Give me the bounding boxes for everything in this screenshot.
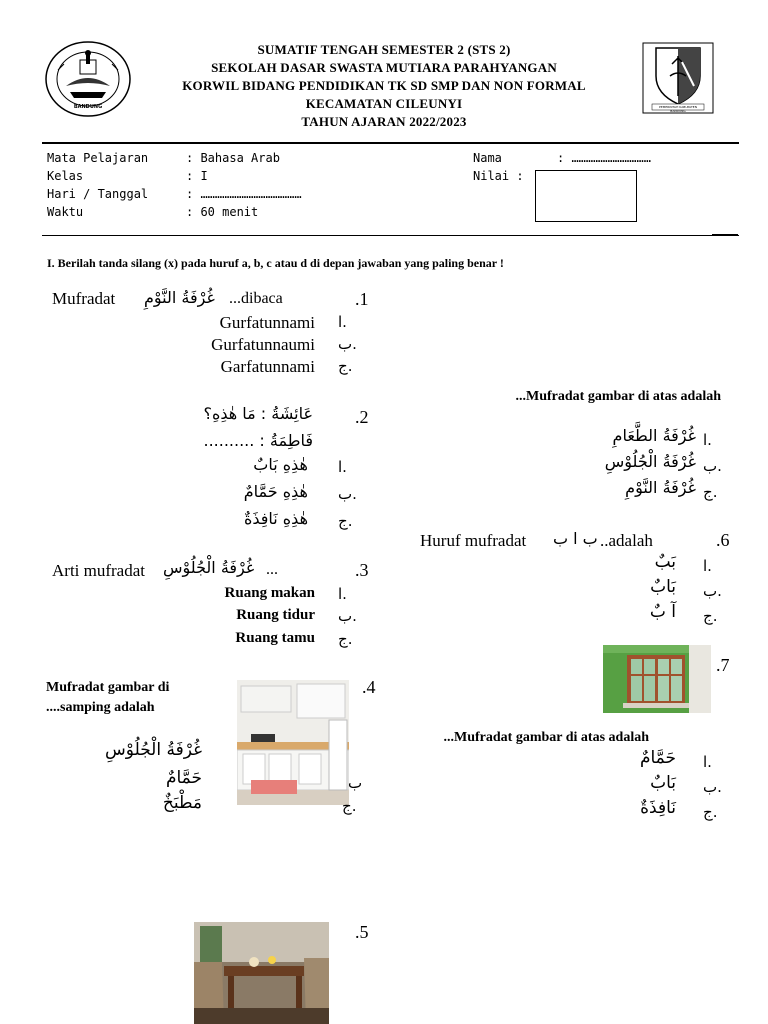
- q2-number: .2: [355, 407, 369, 427]
- q6-stem-arabic: ب ا ب: [553, 529, 598, 548]
- q5-number: .5: [355, 922, 369, 942]
- header-line-5: TAHUN AJARAN 2022/2023: [301, 114, 467, 129]
- q6-option-a-letter[interactable]: ا.: [703, 557, 712, 575]
- q5-stem: ...Mufradat gambar di atas adalah: [515, 389, 721, 404]
- header-line-2: SEKOLAH DASAR SWASTA MUTIARA PARAHYANGAN: [211, 60, 557, 75]
- q2-line-1: عَائِشَةُ : مَا هٰذِهِ؟: [203, 404, 313, 423]
- kitchen-image-icon: [237, 680, 349, 805]
- q6-option-c-text: آ بٌ: [649, 602, 676, 622]
- mapel-value: : Bahasa Arab: [186, 151, 280, 165]
- q6-stem-latin: Huruf mufradat: [420, 531, 527, 550]
- nama-field[interactable]: : ……………………………: [557, 151, 651, 165]
- q5-option-a-text: غُرْفَةُ الطَّعَامِ: [612, 426, 696, 445]
- q1-option-a-text: Gurfatunnami: [219, 313, 315, 332]
- info-divider: [42, 235, 739, 236]
- q2-option-a-letter[interactable]: ا.: [338, 458, 347, 476]
- waktu-value: : 60 menit: [186, 205, 259, 219]
- q4-option-a-text: غُرْفَةُ الْجُلُوْسِ: [105, 740, 202, 760]
- q4-option-b-text: حَمَّامٌ: [165, 768, 202, 788]
- q1-option-b-letter[interactable]: ب.: [338, 335, 357, 353]
- kitchen-photo: [237, 680, 349, 805]
- q2-option-b-text: هٰذِهِ حَمَّامٌ: [243, 482, 308, 501]
- q2-option-c-letter[interactable]: ج.: [338, 512, 353, 530]
- q1-option-c-text: Garfatunnami: [220, 357, 315, 376]
- dining-room-photo: [194, 922, 329, 1024]
- q4-number: .4: [362, 677, 376, 697]
- q5-option-c-text: غُرْفَةُ النَّوْمِ: [625, 478, 696, 497]
- q3-stem-tail: ...: [266, 561, 278, 578]
- q6-stem-tail: ..adalah: [600, 531, 653, 550]
- q3-number: .3: [355, 560, 369, 580]
- q2-line-2: فَاطِمَةُ : ..........: [203, 431, 313, 450]
- q5-option-b-text: غُرْفَةُ الْجُلُوْسِ: [604, 452, 696, 471]
- nilai-label: Nilai :: [473, 169, 524, 183]
- q4-option-c-letter[interactable]: ج.: [342, 797, 357, 815]
- q7-stem: ...Mufradat gambar di atas adalah: [443, 730, 649, 745]
- logo-bottom-text: BANDUNG: [73, 104, 103, 110]
- q1-option-b-text: Gurfatunnaumi: [211, 335, 315, 354]
- q7-option-b-text: بَابٌ: [650, 773, 676, 793]
- q6-option-a-text: بَبٌ: [654, 552, 676, 572]
- nilai-box[interactable]: [535, 170, 637, 222]
- q2-option-a-text: هٰذِهِ بَابٌ: [253, 455, 308, 474]
- kelas-value: : I: [186, 169, 208, 183]
- mapel-label: Mata Pelajaran: [47, 151, 149, 165]
- hari-label: Hari / Tanggal: [47, 187, 149, 201]
- q2-option-b-letter[interactable]: ب.: [338, 485, 357, 503]
- q6-option-b-text: بَابٌ: [650, 577, 676, 597]
- q1-stem-latin: Mufradat: [52, 289, 116, 308]
- header-divider: [42, 142, 739, 144]
- q4-option-b-letter[interactable]: ب: [348, 774, 363, 792]
- q5-option-c-letter[interactable]: ج.: [703, 483, 718, 501]
- q2-option-c-text: هٰذِهِ نَافِذَةٌ: [243, 509, 308, 528]
- header-line-4: KECAMATAN CILEUNYI: [305, 96, 463, 111]
- q3-option-c-text: Ruang tamu: [235, 630, 315, 646]
- instruction-text: I. Berilah tanda silang (x) pada huruf a, b, c atau d di depan jawaban yang paling benar !: [47, 256, 504, 270]
- q7-number: .7: [716, 655, 730, 675]
- dining-image-icon: [194, 922, 329, 1024]
- q3-option-b-letter[interactable]: ب.: [338, 607, 357, 625]
- regency-logo-text: PEMERINTAH KABUPATEN BANDUNG: [659, 105, 697, 113]
- info-divider-thick: [712, 234, 738, 236]
- q1-number: .1: [355, 289, 369, 309]
- q5-option-b-letter[interactable]: ب.: [703, 457, 722, 475]
- q4-stem-line-2: ....samping adalah: [46, 700, 155, 715]
- regency-logo-right: [642, 42, 714, 114]
- q1-option-c-letter[interactable]: ج.: [338, 357, 353, 375]
- regency-crest-icon: [642, 42, 714, 114]
- q7-option-b-letter[interactable]: ب.: [703, 778, 722, 796]
- q3-stem-latin: Arti mufradat: [52, 561, 145, 580]
- q3-option-c-letter[interactable]: ج.: [338, 630, 353, 648]
- nama-label: Nama: [473, 151, 502, 165]
- q1-stem-tail: ...dibaca: [229, 290, 283, 307]
- header-line-3: KORWIL BIDANG PENDIDIKAN TK SD SMP DAN NON FORMAL: [182, 78, 586, 93]
- q7-option-c-text: نَافِذَةٌ: [640, 798, 676, 818]
- q3-option-a-letter[interactable]: ا.: [338, 585, 347, 603]
- q6-number: .6: [716, 530, 730, 550]
- kelas-label: Kelas: [47, 169, 84, 183]
- q4-stem-line-1: Mufradat gambar di: [46, 680, 170, 695]
- q3-option-b-text: Ruang tidur: [236, 607, 315, 623]
- q4-option-c-text: مَطْبَخٌ: [162, 793, 202, 813]
- q7-option-a-text: حَمَّامٌ: [639, 748, 676, 768]
- q7-option-a-letter[interactable]: ا.: [703, 753, 712, 771]
- header-line-1: SUMATIF TENGAH SEMESTER 2 (STS 2): [257, 42, 511, 57]
- window-image-icon: [603, 645, 711, 713]
- q1-stem-arabic: غُرْفَةُ النَّوْمِ: [144, 288, 215, 307]
- q1-option-a-letter[interactable]: ا.: [338, 313, 347, 331]
- q5-option-a-letter[interactable]: ا.: [703, 431, 712, 449]
- q6-option-c-letter[interactable]: ج.: [703, 607, 718, 625]
- q6-option-b-letter[interactable]: ب.: [703, 582, 722, 600]
- window-photo: [603, 645, 711, 713]
- q3-stem-arabic: غُرْفَةُ الْجُلُوْسِ: [163, 558, 255, 577]
- hari-value: : ……………………………………: [186, 187, 302, 201]
- q3-option-a-text: Ruang makan: [224, 585, 315, 601]
- waktu-label: Waktu: [47, 205, 84, 219]
- q7-option-c-letter[interactable]: ج.: [703, 803, 718, 821]
